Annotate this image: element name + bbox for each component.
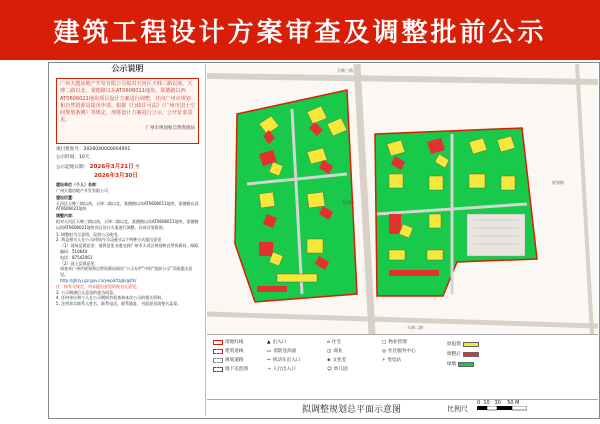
- notice-org: 广州市规划和自然资源局: [145, 125, 195, 131]
- road-label-middle: 棠德路: [342, 200, 354, 205]
- applicant-block: 建设单位（个人）名称： 广州天越房地产开发有限公司: [56, 182, 199, 194]
- setback-line-icon: [213, 349, 223, 354]
- red-notice: 注：按有关规定，对未提出意见的视为无意见。: [56, 283, 140, 289]
- content-text: 拟对天河区天韩三路以南，天坤二路以北，棠德路以东AT0606011地块，棠德路以西AT0606021地块项目设计方案进行调整，具体详见附图。: [56, 218, 199, 230]
- legend-item-1: 建筑退线: [213, 348, 243, 354]
- location-block: 建设位置： 天河区天韩三路以南，天坤二路以北，棠德路以东AT0606011地块，棠德路以西AT0606021地块: [56, 194, 199, 212]
- site-plan-svg: [207, 64, 598, 334]
- fire-face-icon: ▭: [267, 348, 272, 354]
- house-icon: ⌂: [327, 339, 330, 345]
- shop-icon: ◫: [327, 348, 332, 354]
- legend-item-9: ◫ 商业: [327, 348, 343, 354]
- instructions-block: 1. 调整拟为示意图，仅供公示使用。 2. 利益相关人在公示时间内可以通过以下两种方式提出意见： （1）现场反馈意见：请将意见书递交到广州市天河区规划和自然资源局，邮政编码：510640 电话：87542061 （2）网上反馈意见： 请登录广州市规划和自然资源局网站“公示专栏”中的“批前公示”页面提出意见。 http://ghzyj.gz.gov.cn/ywpd/tzgh/gsfk/ 注：按有关规定，对未提出意见的视为无意见。 3. 公示期满后无意见的视为同意。 4. 任何单位和个人在公示期间有权查询本次公示的相关资料。 5. 注明真实联系人姓名、联系电话、联系地址，书面意见请签名盖章。: [56, 231, 199, 307]
- road-line-icon: [213, 358, 223, 363]
- basement-line-icon: [213, 367, 223, 372]
- title-banner: [0, 0, 600, 60]
- scale-bar-graphic: [477, 406, 527, 411]
- legend-item-10: ◈ 文化室: [327, 357, 347, 363]
- boundary-line-icon: [213, 340, 223, 345]
- property-icon: □: [382, 339, 387, 345]
- legend-item-2: 规划道路: [213, 357, 243, 363]
- kindergarten-icon: ☺: [327, 366, 332, 372]
- culture-icon: ◈: [327, 357, 331, 363]
- legend-item-5: ▭ 消防登高面: [267, 348, 297, 354]
- legend-item-11: ☺ 幼儿园: [327, 366, 348, 372]
- color-legend-0: 原报建: [447, 341, 479, 347]
- end-date: 2026年3月30日: [94, 172, 139, 179]
- page-title: 建筑工程设计方案审查及调整批前公示: [53, 17, 547, 48]
- legend: [207, 334, 598, 399]
- substation-icon: ⚡: [382, 357, 386, 363]
- applicant-name: 广州天越房地产开发有限公司: [56, 187, 108, 193]
- legend-item-13: ◎ 社区服务中心: [382, 348, 416, 354]
- location-text: 天河区天韩三路以南，天坤二路以北，棠德路以东AT0606011地块，棠德路以西AT0606021地块: [56, 200, 199, 212]
- plan-panel: [207, 64, 598, 416]
- pedestrian-icon: ⇢: [267, 366, 271, 372]
- notice-panel: [50, 64, 206, 416]
- notice-heading: 公示说明: [111, 64, 144, 73]
- scale-bar: [477, 400, 527, 413]
- road-label-east: 规划路: [552, 180, 564, 185]
- existing-block: [467, 214, 525, 256]
- caption-bar: [207, 399, 598, 416]
- legend-item-12: □ 物业管理: [382, 339, 407, 345]
- legend-item-7: ⇢ 人行出入口: [267, 366, 296, 372]
- entrance-icon: ▲: [267, 339, 271, 345]
- content-block: 调整内容： 拟对天河区天韩三路以南，天坤二路以北，棠德路以东AT0606011地块，棠德路以西AT0606021地块项目设计方案进行调整，具体详见附图。: [56, 213, 199, 230]
- feedback-link[interactable]: http://ghzyj.gz.gov.cn/ywpd/tzgh/gsfk/: [60, 277, 137, 283]
- legend-item-3: 地下室范围: [213, 366, 248, 372]
- legend-item-8: ⌂ 住宅: [327, 339, 342, 345]
- legend-item-0: 用地红线: [213, 339, 243, 345]
- notice-text: 广州天越房地产开发有限公司拟对天河区天韩三路以南，天坤二路以北，棠德路以东AT0606011地块，棠德路以西AT0606021地块项目设计方案进行调整，并向广州市规划和自然资源局提出申请。根据《行政许可法》《广州市国土空间规划条例》等规定，现将设计方案进行公示，公开征求意见。: [60, 81, 195, 124]
- color-legend-1: 调整后: [447, 351, 479, 357]
- green-swatch: [458, 362, 474, 367]
- legend-item-6: ⇨ 机动车出入口: [267, 357, 301, 363]
- start-date: 2026年3月21日: [89, 163, 134, 170]
- road-label-north: 天韩三路: [337, 68, 353, 73]
- notice-end-date: [56, 172, 199, 181]
- map-caption: 拟调整规划总平面示意图: [302, 405, 402, 415]
- scale-label: 比例尺: [447, 405, 468, 413]
- notice-box: [56, 78, 199, 144]
- car-entrance-icon: ⇨: [267, 357, 271, 363]
- notice-dates: 公示起始日期： 2026年3月21日 至: [56, 163, 140, 170]
- legend-item-4: ▲ 出入口: [267, 339, 287, 345]
- color-legend-2: 绿地: [447, 361, 474, 367]
- service-icon: ◎: [382, 348, 387, 354]
- yellow-swatch: [463, 342, 479, 347]
- project-number: 项目批复号：2026040000004901: [56, 147, 131, 152]
- site-plan-map: [207, 64, 598, 334]
- red-swatch: [463, 352, 479, 357]
- scale-ticks: 0 10 30 50 M: [477, 400, 520, 406]
- notice-period: 公示时间：10天: [56, 155, 90, 161]
- road-label-south: 天坤二路: [407, 325, 423, 330]
- legend-item-14: ⚡ 变电站: [382, 357, 402, 363]
